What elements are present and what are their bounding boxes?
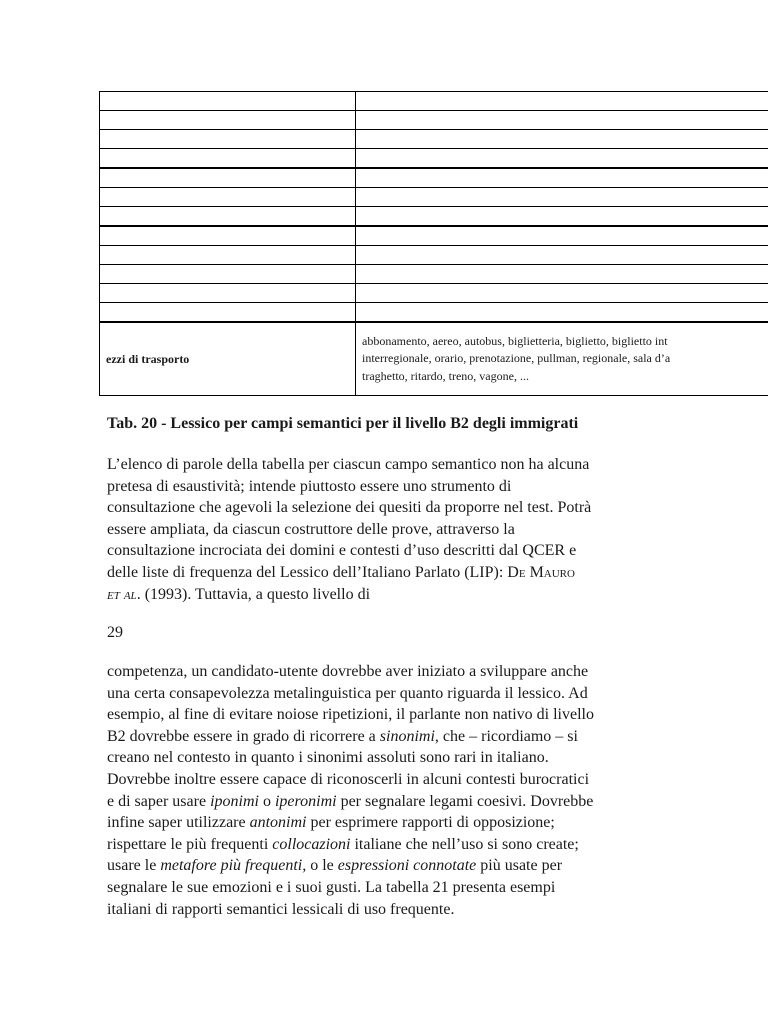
text-line — [107, 726, 682, 748]
emphasis: collocazioni — [272, 835, 351, 853]
text-segment: italiane che nell’uso si sono create; — [350, 835, 579, 853]
lexicon-table — [99, 91, 768, 396]
et-al: et al — [107, 585, 137, 603]
text-segment: per segnalare legami coesivi. Dovrebbe — [336, 792, 594, 810]
table-row — [100, 303, 768, 323]
table-cell — [100, 92, 356, 111]
text-segment: , che – ricordiamo – si — [434, 727, 578, 745]
words-line: abbonamento, aereo, autobus, biglietteria, biglietto, biglietto int — [362, 333, 668, 348]
text-line — [107, 855, 682, 877]
table-cell — [356, 168, 768, 188]
text-segment: più usate per — [476, 857, 563, 875]
text-line — [107, 812, 682, 834]
text-line: consultazione che agevoli la selezione dei quesiti da proporre nel test. Potrà — [107, 499, 592, 517]
transport-label-cell: ezzi di trasporto — [100, 322, 356, 396]
table-cell — [356, 92, 768, 111]
table-cell — [356, 188, 768, 207]
table-cell — [356, 246, 768, 265]
table-row — [100, 207, 768, 227]
words-line: traghetto, ritardo, treno, vagone, ... — [362, 368, 529, 383]
table-cell — [356, 130, 768, 149]
text-segment: e di saper usare — [107, 792, 211, 810]
table-caption: Tab. 20 - Lessico per campi semantici per il livello B2 degli immigrati — [107, 415, 579, 432]
table-row — [100, 322, 768, 396]
table-cell — [100, 284, 356, 303]
emphasis: iponimi — [210, 792, 259, 810]
text-segment: rispettare le più frequenti — [107, 835, 273, 853]
text-line: italiani di rapporti semantici lessicali di uso frequente. — [107, 900, 455, 918]
page-number: 29 — [107, 624, 123, 641]
text-segment: usare le — [107, 857, 161, 875]
text-line: essere ampliata, da ciascun costruttore delle prove, attraverso la — [107, 520, 515, 538]
table-row — [100, 92, 768, 111]
paragraph-1 — [107, 454, 682, 605]
text-segment: . (1993). Tuttavia, a questo livello di — [136, 585, 371, 603]
text-segment: o le — [306, 857, 338, 875]
table-cell — [100, 303, 356, 323]
table-cell — [100, 207, 356, 227]
text-segment: B2 dovrebbe essere in grado di ricorrere a — [107, 727, 380, 745]
table-cell — [100, 149, 356, 169]
text-segment: infine saper utilizzare — [107, 814, 250, 832]
table-cell — [356, 284, 768, 303]
table-row — [100, 265, 768, 284]
table-row — [100, 149, 768, 169]
table-row — [100, 246, 768, 265]
emphasis: espressioni connotate — [337, 857, 477, 875]
emphasis: antonimi — [249, 814, 307, 832]
table-cell — [356, 226, 768, 246]
words-line: interregionale, orario, prenotazione, pullman, regionale, sala d’a — [362, 351, 671, 366]
table-cell — [356, 265, 768, 284]
table-cell — [100, 246, 356, 265]
emphasis: metafore più frequenti, — [160, 857, 307, 875]
text-line: consultazione incrociata dei domini e contesti d’uso descritti dal QCER e — [107, 542, 577, 560]
text-line — [107, 584, 682, 606]
table-cell — [356, 111, 768, 130]
text-line: pretesa di esaustività; intende piuttosto essere uno strumento di — [107, 477, 512, 495]
text-line — [107, 834, 682, 856]
table-cell — [356, 303, 768, 323]
transport-words-cell — [356, 322, 768, 396]
table-cell — [100, 265, 356, 284]
table-cell — [100, 188, 356, 207]
text-line — [107, 791, 682, 813]
table-row — [100, 284, 768, 303]
text-line: una certa consapevolezza metalinguistica per quanto riguarda il lessico. Ad — [107, 684, 588, 702]
author-name: De Mauro — [507, 563, 575, 581]
text-line: esempio, al fine di evitare noiose ripetizioni, il parlante non nativo di livello — [107, 706, 594, 724]
lexicon-table-fragment — [99, 91, 768, 396]
table-cell — [100, 168, 356, 188]
emphasis: iperonimi — [274, 792, 337, 810]
text-segment: per esprimere rapporti di opposizione; — [306, 814, 555, 832]
table-cell — [100, 111, 356, 130]
table-row — [100, 226, 768, 246]
table-cell — [100, 226, 356, 246]
text-line: L’elenco di parole della tabella per ciascun campo semantico non ha alcuna — [107, 456, 590, 473]
text-line: Dovrebbe inoltre essere capace di riconoscerli in alcuni contesti burocratici — [107, 770, 590, 788]
text-line: segnalare le sue emozioni e i suoi gusti. La tabella 21 presenta esempi — [107, 878, 556, 896]
table-row — [100, 130, 768, 149]
text-line: creano nel contesto in quanto i sinonimi assoluti sono rari in italiano. — [107, 749, 549, 767]
table-row — [100, 188, 768, 207]
paragraph-2 — [107, 661, 682, 920]
table-cell — [356, 207, 768, 227]
text-line — [107, 562, 682, 584]
table-cell — [100, 130, 356, 149]
table-row — [100, 168, 768, 188]
table-row — [100, 111, 768, 130]
text-line: competenza, un candidato-utente dovrebbe aver iniziato a sviluppare anche — [107, 663, 589, 680]
text-segment: delle liste di frequenza del Lessico dell’Italiano Parlato (LIP): — [107, 563, 508, 581]
table-cell — [356, 149, 768, 169]
text-segment: o — [258, 792, 275, 810]
emphasis: sinonimi — [379, 727, 435, 745]
